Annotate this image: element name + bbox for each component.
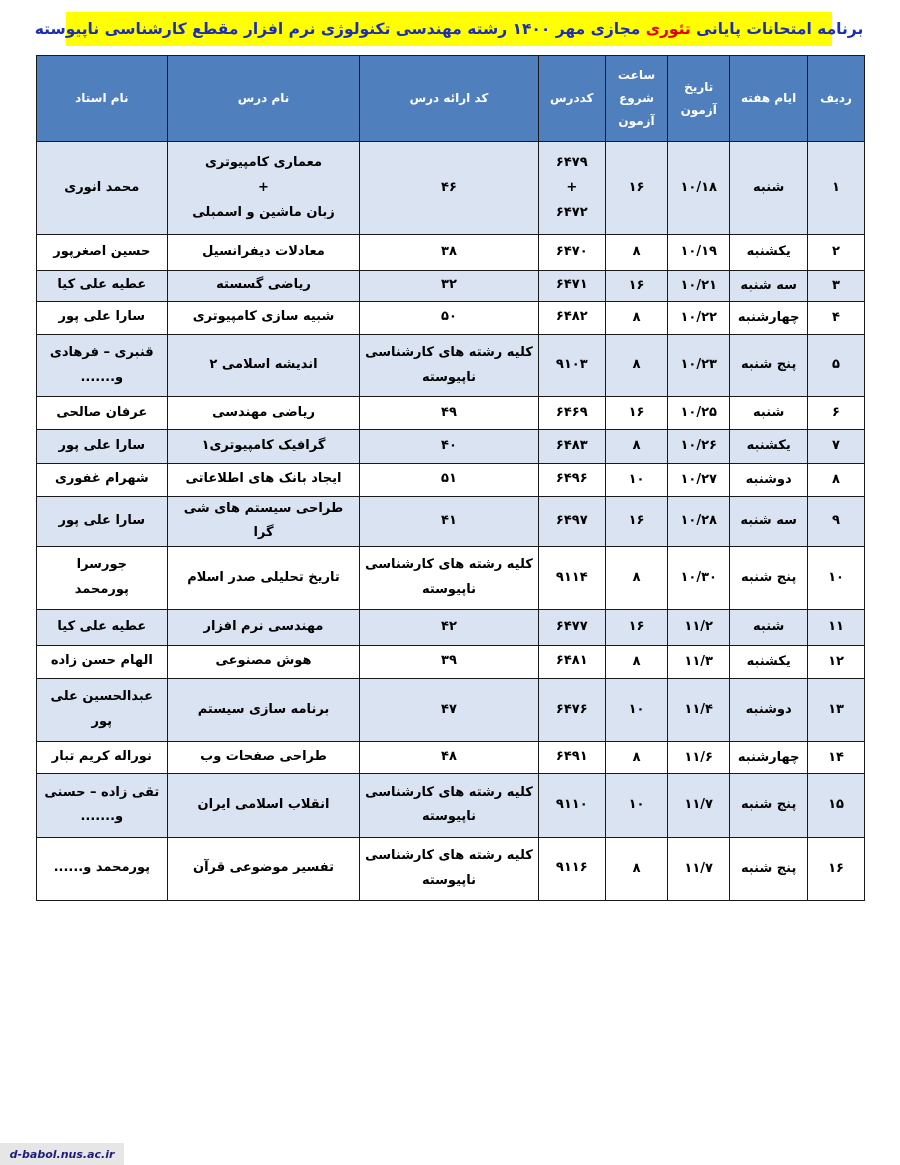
table-row [37,463,865,496]
cell-teacher: جورسرا پورمحمد [37,547,168,609]
cell-teacher: عرفان صالحی [37,397,168,430]
cell-course-code: ۹۱۱۶ [538,837,605,900]
cell-row-number: ۹ [808,496,865,547]
cell-date: ۱۱/۴ [668,678,730,741]
cell-course-name: مهندسی نرم افزار [167,609,360,645]
cell-course-name: انقلاب اسلامی ایران [167,774,360,837]
cell-course-code: ۶۴۹۶ [538,463,605,496]
cell-course-name: معماری کامپیوتری + زبان ماشین و اسمبلی [167,142,360,235]
cell-row-number: ۱۲ [808,645,865,678]
cell-time: ۱۰ [605,774,667,837]
header-teacher: نام استاد [37,56,168,142]
cell-date: ۱۰/۱۸ [668,142,730,235]
cell-day: یکشنبه [730,430,808,463]
cell-group-code: کلیه رشته های کارشناسی ناپیوسته [360,837,538,900]
cell-time: ۱۶ [605,142,667,235]
cell-day: شنبه [730,609,808,645]
header-time: ساعت شروع آزمون [605,56,667,142]
table-row [37,609,865,645]
table-row [37,496,865,547]
cell-course-code: ۶۴۹۷ [538,496,605,547]
cell-day: یکشنبه [730,235,808,270]
cell-course-code: ۹۱۱۴ [538,547,605,609]
cell-group-code: ۵۱ [360,463,538,496]
cell-row-number: ۱۶ [808,837,865,900]
cell-day: دوشنبه [730,678,808,741]
cell-date: ۱۱/۳ [668,645,730,678]
cell-group-code: ۴۶ [360,142,538,235]
cell-time: ۱۶ [605,270,667,301]
cell-course-code: ۶۴۷۱ [538,270,605,301]
cell-row-number: ۱۰ [808,547,865,609]
table-row [37,334,865,396]
cell-row-number: ۷ [808,430,865,463]
cell-time: ۱۶ [605,496,667,547]
cell-day: پنج شنبه [730,334,808,396]
cell-day: یکشنبه [730,645,808,678]
cell-time: ۱۶ [605,609,667,645]
cell-time: ۱۶ [605,397,667,430]
cell-course-name: معادلات دیفرانسیل [167,235,360,270]
cell-course-name: ریاضی گسسته [167,270,360,301]
cell-group-code: ۴۱ [360,496,538,547]
cell-course-code: ۶۴۷۹ + ۶۴۷۲ [538,142,605,235]
cell-day: شنبه [730,142,808,235]
cell-course-name: گرافیک کامپیوتری۱ [167,430,360,463]
cell-course-code: ۶۴۸۳ [538,430,605,463]
cell-course-code: ۶۴۷۶ [538,678,605,741]
cell-date: ۱۱/۷ [668,837,730,900]
table-row [37,742,865,774]
cell-row-number: ۱۱ [808,609,865,645]
table-row [37,547,865,609]
cell-group-code: ۳۲ [360,270,538,301]
cell-teacher: شهرام غفوری [37,463,168,496]
cell-row-number: ۳ [808,270,865,301]
cell-group-code: کلیه رشته های کارشناسی ناپیوسته [360,334,538,396]
cell-date: ۱۰/۲۷ [668,463,730,496]
table-row [37,645,865,678]
table-row [37,397,865,430]
title-highlight: تئوری [645,20,691,38]
cell-row-number: ۱۳ [808,678,865,741]
cell-day: چهارشنبه [730,742,808,774]
page-title [34,12,864,46]
cell-day: سه شنبه [730,270,808,301]
cell-date: ۱۰/۲۱ [668,270,730,301]
cell-day: پنج شنبه [730,547,808,609]
table-row [37,430,865,463]
header-date: تاریخ آزمون [668,56,730,142]
cell-teacher: پورمحمد و...... [37,837,168,900]
cell-time: ۸ [605,547,667,609]
cell-row-number: ۱۴ [808,742,865,774]
cell-date: ۱۱/۶ [668,742,730,774]
cell-course-code: ۹۱۰۳ [538,334,605,396]
cell-day: دوشنبه [730,463,808,496]
cell-course-code: ۶۴۸۱ [538,645,605,678]
cell-teacher: محمد انوری [37,142,168,235]
cell-time: ۸ [605,645,667,678]
cell-group-code: ۴۲ [360,609,538,645]
cell-course-name: شبیه سازی کامپیوتری [167,301,360,334]
cell-teacher: سارا علی پور [37,430,168,463]
cell-group-code: ۳۸ [360,235,538,270]
cell-group-code: ۴۹ [360,397,538,430]
table-row [37,837,865,900]
table-row [37,270,865,301]
header-row [37,56,865,142]
footer-url: d-babol.nus.ac.ir [0,1143,124,1165]
cell-course-name: طراحی سیستم های شی گرا [167,496,360,547]
cell-row-number: ۲ [808,235,865,270]
cell-date: ۱۰/۲۵ [668,397,730,430]
cell-day: سه شنبه [730,496,808,547]
cell-day: شنبه [730,397,808,430]
cell-group-code: ۳۹ [360,645,538,678]
cell-course-code: ۶۴۶۹ [538,397,605,430]
cell-time: ۱۰ [605,463,667,496]
cell-course-code: ۶۴۸۲ [538,301,605,334]
cell-course-code: ۶۴۹۱ [538,742,605,774]
cell-row-number: ۴ [808,301,865,334]
cell-date: ۱۰/۱۹ [668,235,730,270]
cell-teacher: عطیه علی کیا [37,609,168,645]
cell-course-name: ریاضی مهندسی [167,397,360,430]
cell-teacher: سارا علی پور [37,496,168,547]
cell-time: ۸ [605,837,667,900]
table-row [37,678,865,741]
cell-date: ۱۰/۲۲ [668,301,730,334]
cell-teacher: الهام حسن زاده [37,645,168,678]
header-course-name: نام درس [167,56,360,142]
cell-course-code: ۶۴۷۷ [538,609,605,645]
cell-course-code: ۶۴۷۰ [538,235,605,270]
cell-group-code: ۵۰ [360,301,538,334]
cell-teacher: قنبری – فرهادی و....... [37,334,168,396]
cell-teacher: سارا علی پور [37,301,168,334]
cell-date: ۱۰/۲۳ [668,334,730,396]
cell-course-name: تاریخ تحلیلی صدر اسلام [167,547,360,609]
cell-course-name: اندیشه اسلامی ۲ [167,334,360,396]
cell-time: ۸ [605,334,667,396]
cell-teacher: حسین اصغرپور [37,235,168,270]
cell-course-name: طراحی صفحات وب [167,742,360,774]
cell-time: ۸ [605,430,667,463]
cell-date: ۱۰/۲۶ [668,430,730,463]
header-group-code: کد ارائه درس [360,56,538,142]
cell-course-name: ایجاد بانک های اطلاعاتی [167,463,360,496]
cell-row-number: ۸ [808,463,865,496]
cell-group-code: ۴۷ [360,678,538,741]
cell-time: ۱۰ [605,678,667,741]
cell-group-code: کلیه رشته های کارشناسی ناپیوسته [360,547,538,609]
cell-time: ۸ [605,235,667,270]
cell-time: ۸ [605,301,667,334]
cell-date: ۱۱/۲ [668,609,730,645]
cell-group-code: کلیه رشته های کارشناسی ناپیوسته [360,774,538,837]
cell-course-code: ۹۱۱۰ [538,774,605,837]
cell-group-code: ۴۰ [360,430,538,463]
cell-course-name: برنامه سازی سیستم [167,678,360,741]
cell-row-number: ۱۵ [808,774,865,837]
table-row [37,774,865,837]
cell-row-number: ۵ [808,334,865,396]
cell-teacher: عطیه علی کیا [37,270,168,301]
cell-teacher: نوراله کریم تبار [37,742,168,774]
header-day: ایام هفته [730,56,808,142]
cell-date: ۱۱/۷ [668,774,730,837]
cell-day: پنج شنبه [730,837,808,900]
cell-date: ۱۰/۳۰ [668,547,730,609]
cell-date: ۱۰/۲۸ [668,496,730,547]
cell-teacher: تقی زاده – حسنی و....... [37,774,168,837]
cell-course-name: هوش مصنوعی [167,645,360,678]
title-text: برنامه امتحانات پایانی تئوری مجازی مهر ۱۴۰۰ رشته مهندسی تکنولوژی نرم افزار مقطع کارشناسی ناپیوسته [34,20,864,38]
cell-teacher: عبدالحسین علی پور [37,678,168,741]
cell-time: ۸ [605,742,667,774]
cell-day: چهارشنبه [730,301,808,334]
header-row-number: ردیف [808,56,865,142]
cell-course-name: تفسیر موضوعی قرآن [167,837,360,900]
table-row [37,142,865,235]
cell-group-code: ۴۸ [360,742,538,774]
table-row [37,301,865,334]
cell-row-number: ۱ [808,142,865,235]
cell-day: پنج شنبه [730,774,808,837]
exam-schedule-table [36,55,865,901]
cell-row-number: ۶ [808,397,865,430]
header-course-code: کددرس [538,56,605,142]
table-row [37,235,865,270]
